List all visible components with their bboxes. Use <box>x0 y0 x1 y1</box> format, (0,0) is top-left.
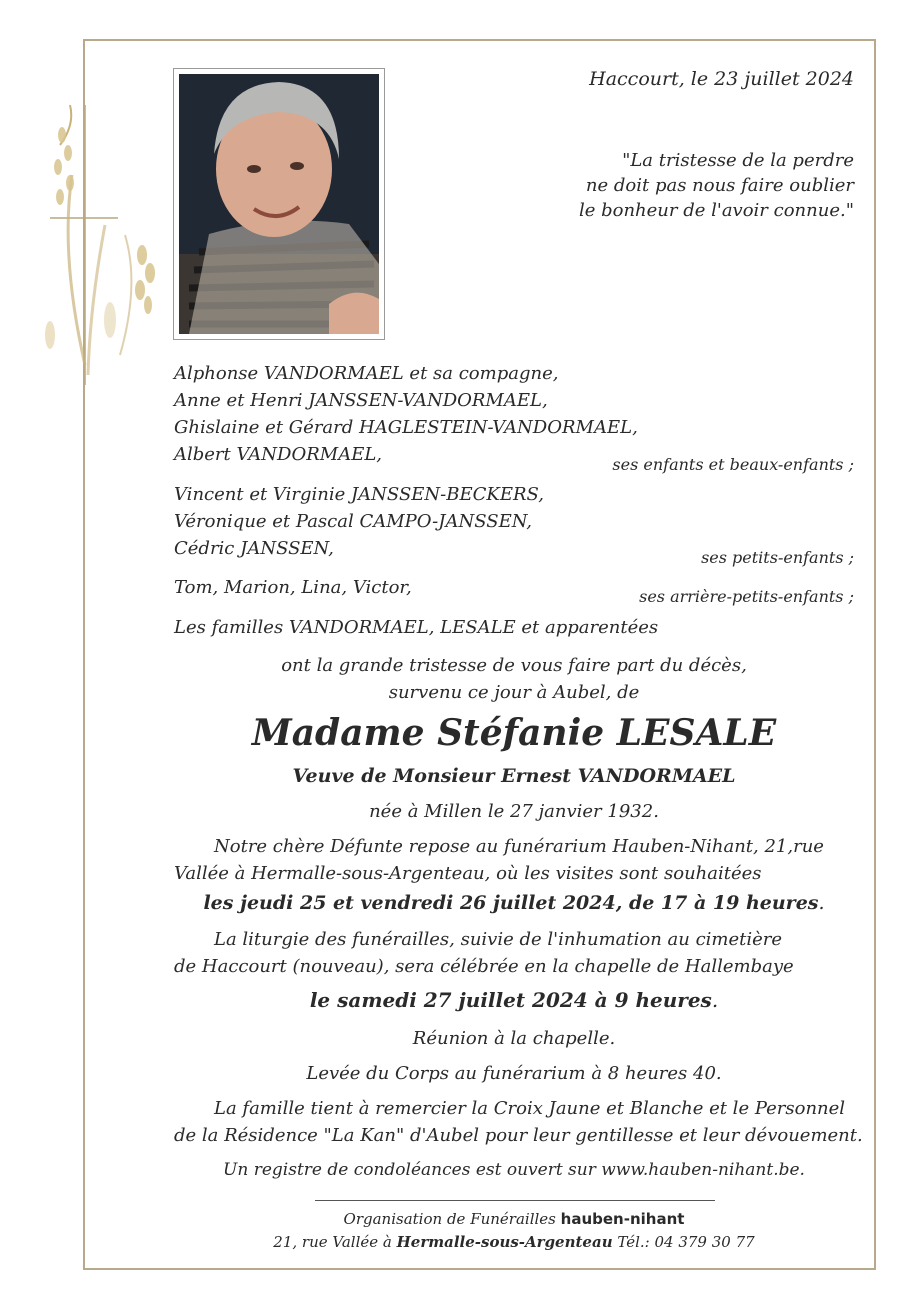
great-grandchildren-label: ses arrière-petits-enfants ; <box>639 587 854 606</box>
wheat-cross-icon <box>30 105 160 385</box>
footer-town: Hermalle-sous-Argenteau <box>396 1233 613 1251</box>
footer-address <box>170 1233 858 1251</box>
grandchildren-label: ses petits-enfants ; <box>701 548 854 567</box>
meeting-line: Réunion à la chapelle. <box>412 1028 616 1049</box>
footer-organisation <box>170 1210 858 1228</box>
funeral-line-1: La liturgie des funérailles, suivie de l'inhumation au cimetière <box>214 929 783 950</box>
footer-phone: Tél.: 04 379 30 77 <box>617 1233 755 1251</box>
visitation-line-1: Notre chère Défunte repose au funérarium Hauben-Nihant, 21,rue <box>214 836 824 857</box>
thanks-line-1: La famille tient à remercier la Croix Jaune et Blanche et le Personnel <box>214 1098 846 1119</box>
portrait-photo <box>173 68 385 340</box>
quote-line-1: "La tristesse de la perdre <box>622 150 854 171</box>
great-grandchildren: Tom, Marion, Lina, Victor, <box>174 577 412 598</box>
visitation-dates-row <box>170 892 858 914</box>
deceased-name: Madame Stéfanie LESALE <box>251 712 777 754</box>
birth-line: née à Millen le 27 janvier 1932. <box>369 801 659 822</box>
footer-address-prefix: 21, rue Vallée à <box>273 1233 392 1251</box>
child-line-3: Ghislaine et Gérard HAGLESTEIN-VANDORMAEL, <box>174 417 638 438</box>
footer-org-prefix: Organisation de Funérailles <box>343 1210 556 1228</box>
grandchild-line-1: Vincent et Virginie JANSSEN-BECKERS, <box>174 484 544 505</box>
register-line: Un registre de condoléances est ouvert sur www.hauben-nihant.be. <box>223 1160 805 1180</box>
thanks-line-2: de la Résidence "La Kan" d'Aubel pour leur gentillesse et leur dévouement. <box>174 1125 863 1146</box>
visitation-line-2: Vallée à Hermalle-sous-Argenteau, où les visites sont souhaitées <box>174 863 762 884</box>
funeral-date-end: . <box>711 988 719 1012</box>
funeral-line-2: de Haccourt (nouveau), sera célébrée en la chapelle de Hallembaye <box>174 956 794 977</box>
place-date: Haccourt, le 23 juillet 2024 <box>589 68 854 90</box>
footer-brand-logo: hauben-nihant <box>560 1210 685 1228</box>
funeral-date: le samedi 27 juillet 2024 à 9 heures <box>309 988 712 1012</box>
families-line: Les familles VANDORMAEL, LESALE et apparentées <box>174 617 659 638</box>
quote-line-2: ne doit pas nous faire oublier <box>585 175 854 196</box>
quote-line-3: le bonheur de l'avoir connue." <box>578 200 854 221</box>
portrait-image <box>179 74 379 334</box>
child-line-2: Anne et Henri JANSSEN-VANDORMAEL, <box>174 390 548 411</box>
visitation-dates-end: . <box>818 892 825 914</box>
announcement-line-2: survenu ce jour à Aubel, de <box>388 682 640 703</box>
visitation-dates: les jeudi 25 et vendredi 26 juillet 2024, de 17 à 19 heures <box>203 892 819 914</box>
grandchild-line-2: Véronique et Pascal CAMPO-JANSSEN, <box>174 511 533 532</box>
funeral-date-row <box>170 988 858 1012</box>
child-line-4: Albert VANDORMAEL, <box>174 444 383 465</box>
grandchild-line-3: Cédric JANSSEN, <box>174 538 334 559</box>
footer-divider <box>315 1200 715 1201</box>
children-label: ses enfants et beaux-enfants ; <box>612 455 854 474</box>
levee-line: Levée du Corps au funérarium à 8 heures 40. <box>306 1063 722 1084</box>
child-line-1: Alphonse VANDORMAEL et sa compagne, <box>174 363 559 384</box>
announcement-line-1: ont la grande tristesse de vous faire part du décès, <box>281 655 747 676</box>
widow-of: Veuve de Monsieur Ernest VANDORMAEL <box>292 765 736 787</box>
